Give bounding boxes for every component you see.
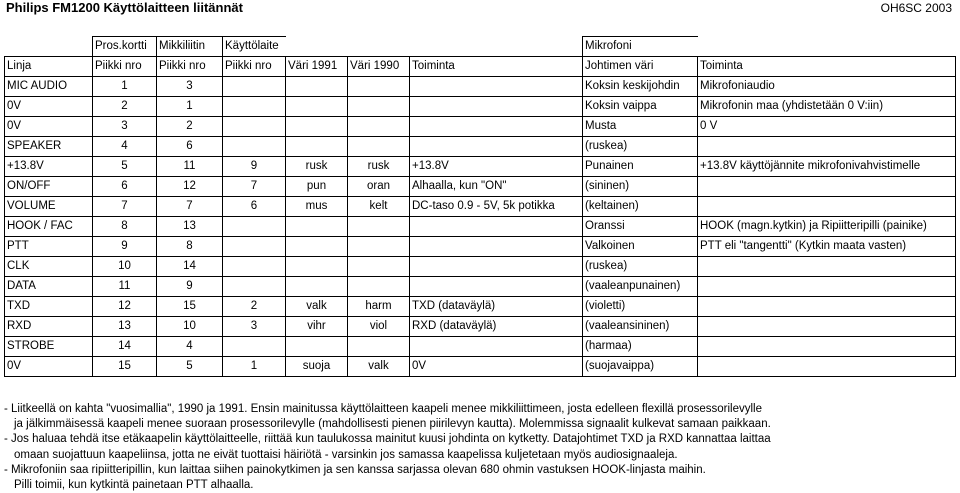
group-header-row-cell: Mikrofoni [583,37,698,57]
table-row-cell [348,137,410,157]
table-row-cell: 11 [93,277,157,297]
table-row [5,237,956,257]
table-row-cell: kelt [348,197,410,217]
table-row-cell: 14 [93,337,157,357]
table-row-cell [286,137,348,157]
column-header-row [5,57,956,77]
table-row-cell [348,257,410,277]
table-row-cell [410,277,583,297]
table-row-cell: Valkoinen [583,237,698,257]
column-header-row-cell: Johtimen väri [583,57,698,77]
table-row-cell: 2 [93,97,157,117]
table-row [5,297,956,317]
table-row-cell [410,257,583,277]
group-header-row-cell [698,37,956,57]
table-row-cell [348,117,410,137]
table-row-cell [223,257,286,277]
table-row-cell: Mikrofoniaudio [698,77,956,97]
table-row-cell [286,217,348,237]
table-row-cell: 0V [5,97,93,117]
column-header-row-cell: Piikki nro [157,57,223,77]
table-row-cell: CLK [5,257,93,277]
table-row-cell: mus [286,197,348,217]
table-row-cell [286,257,348,277]
table-row-cell [223,97,286,117]
table-row-cell [698,317,956,337]
table-row-cell [698,257,956,277]
column-header-row-cell: Piikki nro [93,57,157,77]
table-row-cell [348,217,410,237]
table-row-cell: Alhaalla, kun "ON" [410,177,583,197]
table-row-cell: (ruskea) [583,137,698,157]
table-row-cell [410,237,583,257]
table-row-cell: 10 [93,257,157,277]
table-row-cell: 1 [157,97,223,117]
table-row-cell: harm [348,297,410,317]
table-row-cell: valk [286,297,348,317]
table-row-cell: 5 [93,157,157,177]
note-line: - Liitkeellä on kahta "vuosimallia", 1990 ja 1991. Ensin mainitussa käyttölaitteen kaapeli menee mikkiliittimeen, josta edelleen flexillä prosessorilevylle [4,403,762,415]
table-row-cell: valk [348,357,410,377]
table-row-cell [410,77,583,97]
table-row-cell: +13.8V [5,157,93,177]
table-row-cell [286,337,348,357]
table-row-cell [410,117,583,137]
table-row-cell: 2 [223,297,286,317]
note-line: - Jos haluaa tehdä itse etäkaapelin käyttölaitteelle, riittää kun taulukossa mainitut kuusi johdinta on kytketty. Datajohtimet TXD ja RXD kannattaa laittaa [4,433,771,446]
table-row-cell [223,117,286,137]
table-row-cell [698,297,956,317]
table-row-cell: 13 [157,217,223,237]
table-row-cell: rusk [286,157,348,177]
table-row-cell [348,97,410,117]
notes [4,402,954,493]
table-row-cell: 1 [93,77,157,97]
table-row-cell [223,137,286,157]
note-line: Pilli toimii, kun kytkintä painetaan PTT alhaalla. [14,479,254,492]
table-row-cell: 9 [223,157,286,177]
table-row-cell: 7 [93,197,157,217]
table-row-cell: viol [348,317,410,337]
table-row-cell: 3 [223,317,286,337]
table-row-cell: +13.8V [410,157,583,177]
table-row [5,197,956,217]
table-row-cell: 10 [157,317,223,337]
table-row-cell: suoja [286,357,348,377]
table-row-cell: (suojavaippa) [583,357,698,377]
table-row-cell: 6 [93,177,157,197]
table-row [5,337,956,357]
group-header-row-cell [348,37,410,57]
pinout-table [4,36,956,377]
group-header-row [5,37,956,57]
page-title: Philips FM1200 Käyttölaitteen liitännät [6,0,243,15]
table-row-cell: 6 [223,197,286,217]
table-row-cell [223,217,286,237]
table-row-cell: 4 [157,337,223,357]
table-row-cell [410,217,583,237]
table-row-cell: 0V [5,117,93,137]
author-code: OH6SC 2003 [880,1,952,15]
table-row-cell [286,237,348,257]
table-row [5,97,956,117]
group-header-row-cell [410,37,583,57]
table-row [5,317,956,337]
table-row-cell: oran [348,177,410,197]
note-line: ja jälkimmäisessä kaapeli menee suoraan prosessorilevylle (mahdollisesti pienen piirilevyn kautta). Molemmissa signaalit kulkevat samaan paikkaan. [14,418,771,431]
table-row [5,277,956,297]
table-row-cell [348,277,410,297]
table-row-cell [286,117,348,137]
group-header-row-cell: Mikkiliitin [157,37,223,57]
table-row-cell: RXD (dataväylä) [410,317,583,337]
group-header-row-cell [286,37,348,57]
table-row-cell [698,137,956,157]
table-row-cell: VOLUME [5,197,93,217]
column-header-row-cell: Piikki nro [223,57,286,77]
table-row-cell: 6 [157,137,223,157]
table-row-cell: Oranssi [583,217,698,237]
table-row-cell: 12 [93,297,157,317]
table-row-cell: Koksin keskijohdin [583,77,698,97]
table-row-cell: 7 [157,197,223,217]
table-row-cell [348,337,410,357]
table-row-cell: (keltainen) [583,197,698,217]
table-row-cell: TXD (dataväylä) [410,297,583,317]
table-row-cell: (vaaleanpunainen) [583,277,698,297]
column-header-row-cell: Väri 1991 [286,57,348,77]
table-row-cell: 9 [157,277,223,297]
table-row-cell: ON/OFF [5,177,93,197]
table-row-cell: TXD [5,297,93,317]
table-row-cell: (vaaleansininen) [583,317,698,337]
table-row-cell: 13 [93,317,157,337]
table-row-cell: 2 [157,117,223,137]
note-line: - Mikrofoniin saa ripiitteripillin, kun laittaa siihen painokytkimen ja sen kanssa sarjassa olevan 680 ohmin vastuksen HOOK-linjasta maihin. [4,463,706,476]
table-row-cell: Mikrofonin maa (yhdistetään 0 V:iin) [698,97,956,117]
table-row-cell [348,237,410,257]
table-row-cell: pun [286,177,348,197]
table-row-cell [223,77,286,97]
table-row-cell: rusk [348,157,410,177]
table-row [5,137,956,157]
table-row [5,217,956,237]
table-row-cell: PTT [5,237,93,257]
table-row-cell [223,277,286,297]
table-row-cell: (ruskea) [583,257,698,277]
table-row-cell [698,357,956,377]
table-row-cell: DATA [5,277,93,297]
table-row-cell [410,137,583,157]
table-row-cell [698,177,956,197]
page-header [0,0,960,18]
table-row [5,157,956,177]
table-row-cell [698,337,956,357]
table-row-cell: +13.8V käyttöjännite mikrofonivahvistimelle [698,157,956,177]
table-row-cell: (violetti) [583,297,698,317]
table-row [5,257,956,277]
group-header-row-cell [5,37,93,57]
column-header-row-cell: Toiminta [698,57,956,77]
table-row-cell: RXD [5,317,93,337]
table-row-cell: 7 [223,177,286,197]
table-row-cell: HOOK (magn.kytkin) ja Ripiitteripilli (painike) [698,217,956,237]
table-row-cell [348,77,410,97]
table-row-cell: 0V [5,357,93,377]
column-header-row-cell: Väri 1990 [348,57,410,77]
group-header-row-cell: Käyttölaite [223,37,286,57]
table-row-cell: SPEAKER [5,137,93,157]
table-row-cell: DC-taso 0.9 - 5V, 5k potikka [410,197,583,217]
table-row-cell [698,277,956,297]
table-row-cell: Musta [583,117,698,137]
table-row-cell: HOOK / FAC [5,217,93,237]
table-row-cell: vihr [286,317,348,337]
table-row-cell: 8 [93,217,157,237]
table-row-cell [410,97,583,117]
table-row-cell [223,237,286,257]
table-row-cell: 1 [223,357,286,377]
table-row-cell [286,77,348,97]
table-row-cell: 15 [157,297,223,317]
table-row-cell: 0V [410,357,583,377]
note-line: omaan suojattuun kaapeliinsa, jotta ne eivät tuottaisi häiriötä - varsinkin jos samassa kaapelissa kuljetetaan myös audiosignaaleja. [14,448,678,461]
table-row-cell: 0 V [698,117,956,137]
table-row-cell [698,197,956,217]
table-row [5,117,956,137]
table-row-cell [410,337,583,357]
table-row [5,177,956,197]
table-row [5,77,956,97]
table-row-cell: 4 [93,137,157,157]
table-row-cell: 9 [93,237,157,257]
table-row-cell: 11 [157,157,223,177]
table-row-cell: 3 [157,77,223,97]
table-row-cell: 15 [93,357,157,377]
group-header-row-cell: Pros.kortti [93,37,157,57]
table-row-cell: 3 [93,117,157,137]
table-row-cell: 12 [157,177,223,197]
table-row-cell: MIC AUDIO [5,77,93,97]
table-row-cell: 14 [157,257,223,277]
table-row [5,357,956,377]
column-header-row-cell: Toiminta [410,57,583,77]
table-row-cell: (sininen) [583,177,698,197]
table-row-cell: PTT eli "tangentti" (Kytkin maata vasten) [698,237,956,257]
table-row-cell [286,97,348,117]
table-row-cell: Punainen [583,157,698,177]
table-row-cell: 8 [157,237,223,257]
table-row-cell: Koksin vaippa [583,97,698,117]
table-row-cell: STROBE [5,337,93,357]
table-row-cell [223,337,286,357]
table-row-cell: 5 [157,357,223,377]
column-header-row-cell: Linja [5,57,93,77]
table-row-cell: (harmaa) [583,337,698,357]
table-row-cell [286,277,348,297]
